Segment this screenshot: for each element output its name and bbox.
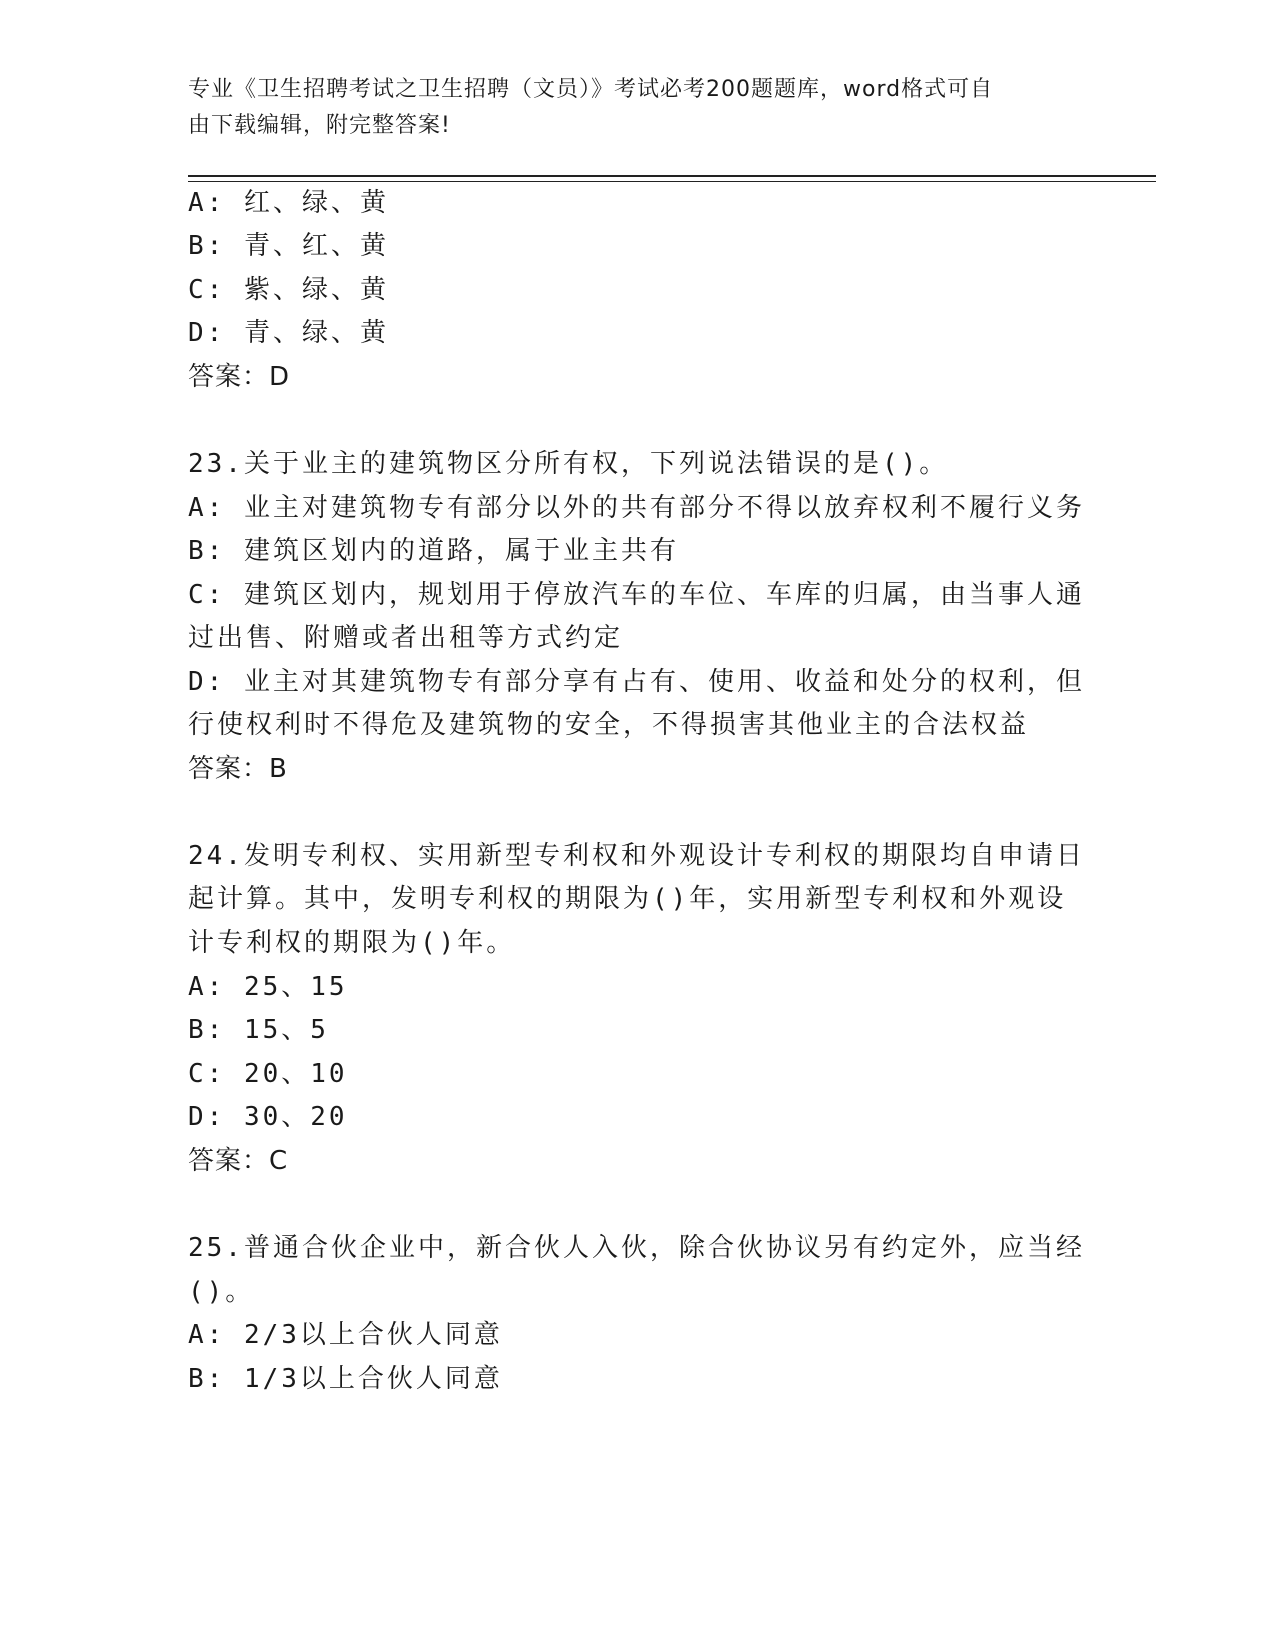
q24-stem-line-2: 起计算。其中，发明专利权的期限为()年，实用新型专利权和外观设 [188,884,1067,914]
q25-stem-line-2: ()。 [188,1277,255,1307]
q22-answer: 答案：D [188,362,291,392]
document-header [188,72,1088,144]
q23-answer: 答案：B [188,754,288,784]
q23-option-d-line-2: 行使权利时不得危及建筑物的安全，不得损害其他业主的合法权益 [188,710,1030,740]
q24-option-b: B: 15、5 [188,1015,329,1045]
q23-option-a: A: 业主对建筑物专有部分以外的共有部分不得以放弃权利不履行义务 [188,493,1085,523]
q24-answer: 答案：C [188,1146,289,1176]
q23-option-b: B: 建筑区划内的道路，属于业主共有 [188,536,679,566]
header-divider-thin [188,181,1156,182]
header-line-2: 由下载编辑，附完整答案! [188,113,451,138]
q23-stem: 23.关于业主的建筑物区分所有权，下列说法错误的是()。 [188,449,949,479]
q22-option-d: D: 青、绿、黄 [188,318,389,348]
q24-stem-line-3: 计专利权的期限为()年。 [188,928,516,958]
q23-option-d-line-1: D: 业主对其建筑物专有部分享有占有、使用、收益和处分的权利，但 [188,667,1085,697]
q22-option-b: B: 青、红、黄 [188,231,389,261]
q23-option-c-line-2: 过出售、附赠或者出租等方式约定 [188,623,624,653]
q22-option-a: A: 红、绿、黄 [188,188,389,218]
q24-option-a: A: 25、15 [188,972,348,1002]
q22-option-c: C: 紫、绿、黄 [188,275,389,305]
q25-stem-line-1: 25.普通合伙企业中，新合伙人入伙，除合伙协议另有约定外，应当经 [188,1233,1085,1263]
q25-option-a: A: 2/3以上合伙人同意 [188,1320,503,1350]
q24-stem-line-1: 24.发明专利权、实用新型专利权和外观设计专利权的期限均自申请日 [188,841,1085,871]
q23-option-c-line-1: C: 建筑区划内，规划用于停放汽车的车位、车库的归属，由当事人通 [188,580,1085,610]
q25-option-b: B: 1/3以上合伙人同意 [188,1364,503,1394]
header-divider-thick [188,175,1156,177]
q24-option-d: D: 30、20 [188,1102,348,1132]
header-line-1: 专业《卫生招聘考试之卫生招聘（文员）》考试必考200题题库，word格式可自 [188,77,994,102]
q24-option-c: C: 20、10 [188,1059,348,1089]
